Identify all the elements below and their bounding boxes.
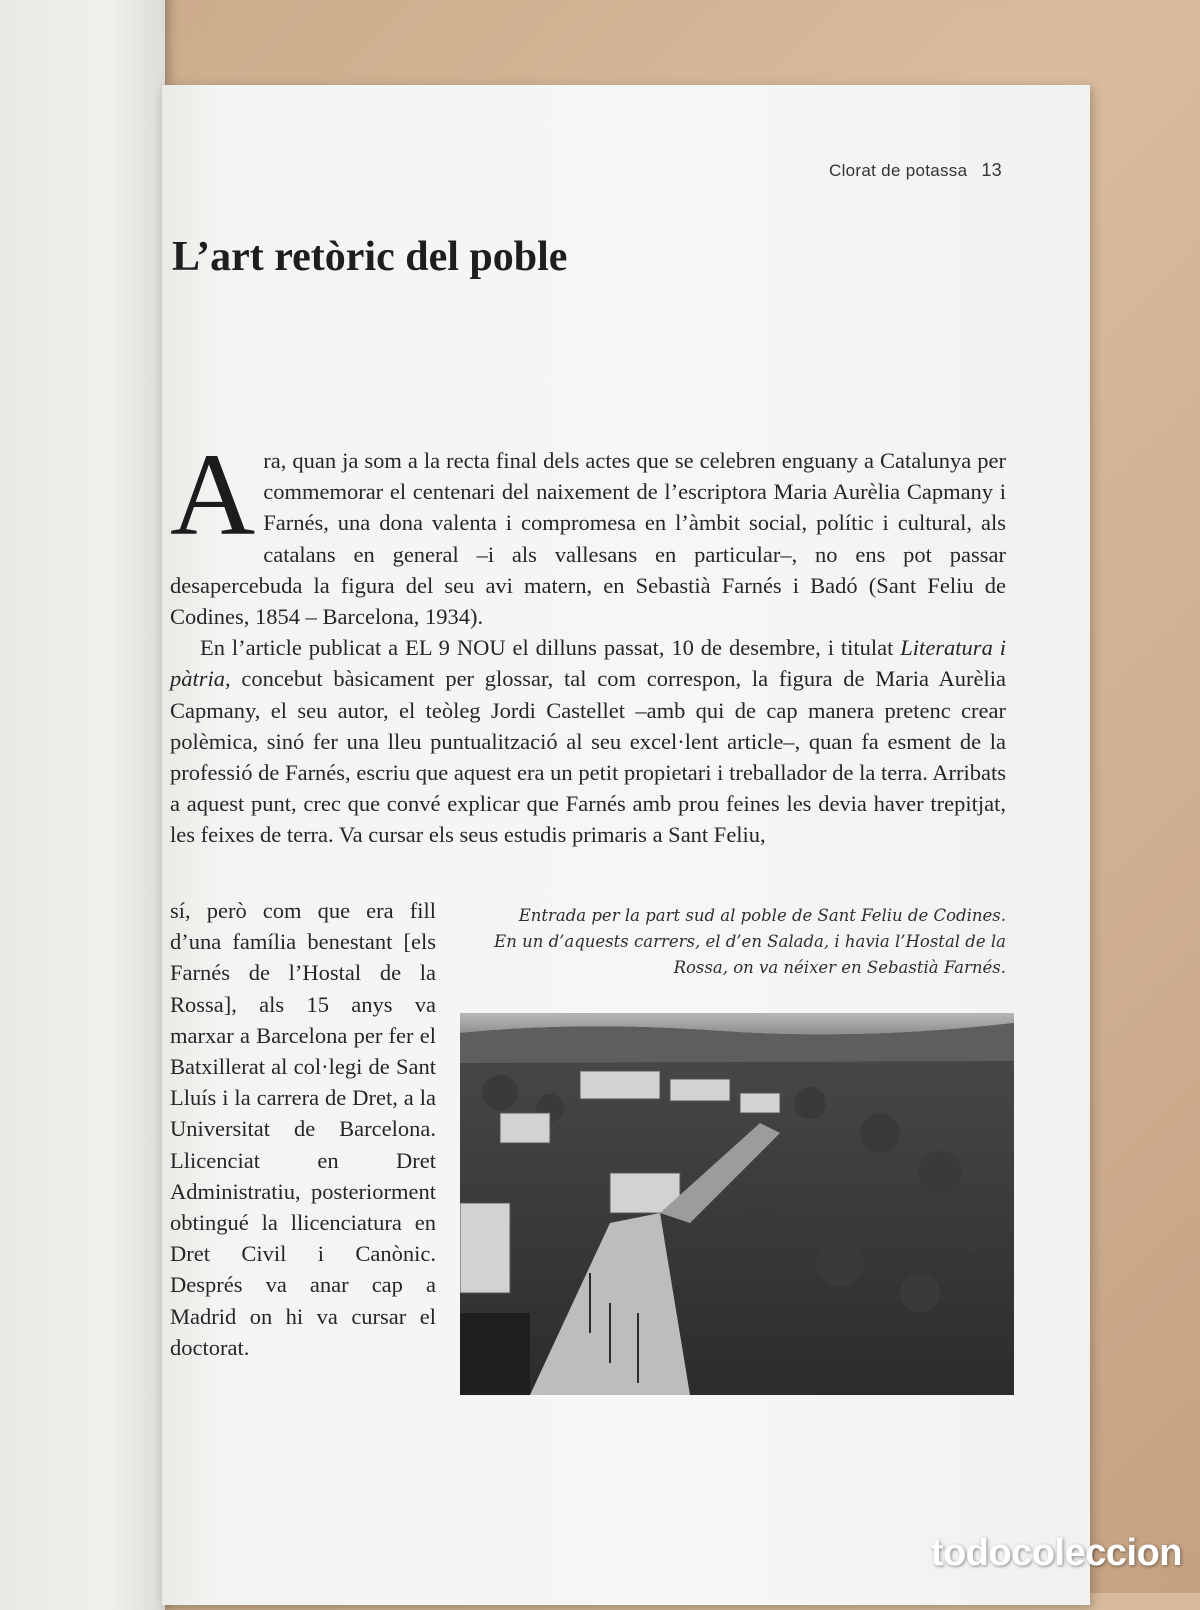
caption-line-3: Rossa, on va néixer en Sebastià Farnés.	[673, 958, 1006, 977]
watermark-logo: todocoleccion	[930, 1532, 1182, 1574]
paragraph-2	[170, 632, 1006, 850]
page-number: 13	[981, 160, 1002, 180]
paragraph-1-text: ra, quan ja som a la recta final dels actes que se celebren enguany a Catalunya per commemorar el centenari del naixement de l’escriptora Maria Aurèlia Capmany i Farnés, una dona valenta i compromesa en l’àmbit social, polític i cultural, als catalans en general –i als vallesans en particular–, no ens pot passar desapercebuda la figura del seu avi matern, en Sebastià Farnés i Badó (Sant Feliu de Codines, 1854 – Barcelona, 1934).	[170, 448, 1006, 630]
paragraph-1	[170, 429, 1006, 632]
paragraph-2-lead: En l’article publicat a EL 9 NOU el dilluns passat, 10 de desembre, i titulat	[200, 635, 901, 661]
paragraph-2-rest: , concebut bàsicament per glossar, tal com correspon, la figura de Maria Aurèlia Capmany, el seu autor, el teòleg Jordi Castellet –amb qui de cap manera pretenc crear polèmica, sinó fer una lleu puntualització al seu excel·lent article–, quan fa esment de la professió de Farnés, escriu que aquest era un petit propietari i treballador de la terra. Arribats a aquest punt, crec que convé explicar que Farnés amb prou feines les devia haver trepitjat, les feixes de terra. Va cursar els seus estudis primaris a Sant Feliu,	[170, 666, 1006, 848]
narrow-column	[170, 895, 436, 1363]
drop-cap: A	[170, 429, 256, 560]
historic-village-photo	[460, 1013, 1014, 1395]
figure-caption	[446, 903, 1006, 981]
text-with-figure	[170, 895, 1006, 1415]
paragraph-2-continued: sí, però com que era fill d’una família benestant [els Farnés de l’Hostal de la Rossa], als 15 anys va marxar a Barcelona per fer el Batxillerat al col·legi de Sant Lluís i la carrera de Dret, a la Universitat de Barcelona. Llicenciat en Dret Administratiu, posteriorment obtingué la llicenciatura en Dret Civil i Canònic. Després va anar cap a Madrid on hi va cursar el doctorat.	[170, 898, 436, 1360]
facing-page-edge	[0, 0, 165, 1610]
caption-line-2: En un d’aquests carrers, el d’en Salada, i havia l’Hostal de la	[494, 932, 1006, 951]
running-head	[829, 160, 1002, 181]
running-head-title: Clorat de potassa	[829, 161, 968, 180]
book-page	[162, 85, 1090, 1605]
article-title: Literatura i pàtria	[170, 635, 1006, 692]
body-text	[170, 429, 1006, 851]
caption-line-1: Entrada per la part sud al poble de Sant Feliu de Codines.	[518, 906, 1006, 925]
chapter-title: L’art retòric del poble	[172, 234, 568, 280]
